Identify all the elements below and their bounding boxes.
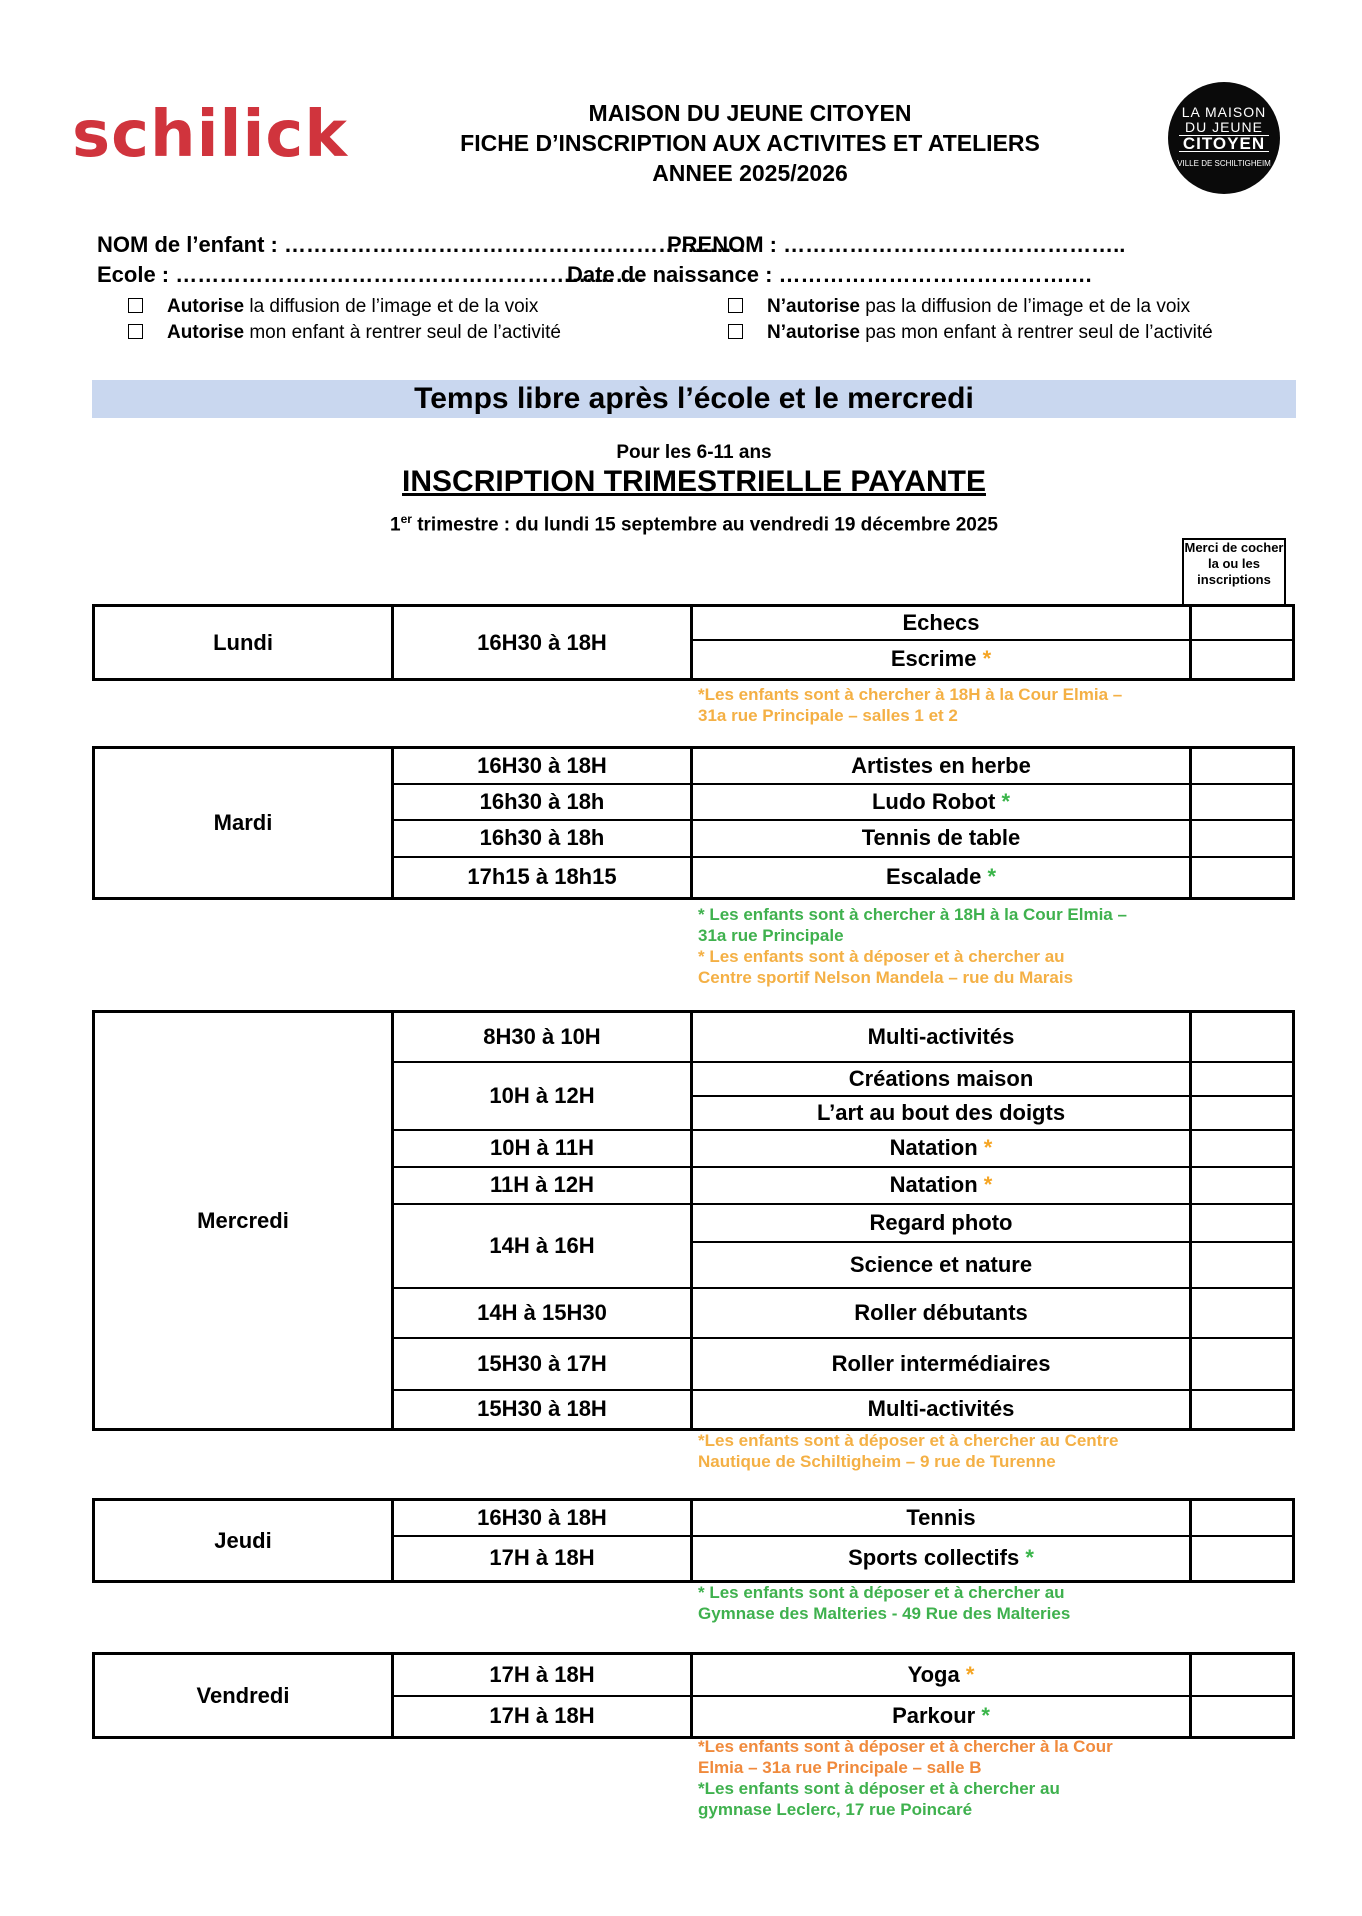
header-line-1: MAISON DU JEUNE CITOYEN — [588, 100, 912, 126]
activity-checkbox[interactable] — [1191, 748, 1294, 784]
activity-checkbox[interactable] — [1191, 1096, 1294, 1130]
activity-checkbox[interactable] — [1191, 784, 1294, 820]
activity: Multi-activités — [692, 1012, 1191, 1062]
time-slot: 16H30 à 18H — [393, 606, 692, 680]
schilick-logo: schilick — [72, 98, 348, 172]
activity-checkbox[interactable] — [1191, 1654, 1294, 1696]
activity-checkbox[interactable] — [1191, 1500, 1294, 1536]
time-slot: 10H à 11H — [393, 1130, 692, 1167]
time-slot: 17h15 à 18h15 — [393, 857, 692, 899]
nom-field[interactable]: NOM de l’enfant : ……………………………………………………… — [97, 232, 746, 257]
activity-checkbox[interactable] — [1191, 1536, 1294, 1582]
time-slot: 17H à 18H — [393, 1536, 692, 1582]
checkbox-row-return-no[interactable]: N’autorise pas mon enfant à rentrer seul de l’activité — [728, 322, 1213, 344]
activity-checkbox[interactable] — [1191, 1012, 1294, 1062]
time-slot: 16H30 à 18H — [393, 748, 692, 784]
trimestre-dates: 1er trimestre : du lundi 15 septembre au vendredi 19 décembre 2025 — [390, 512, 998, 536]
mardi-notes: * Les enfants sont à chercher à 18H à la Cour Elmia – 31a rue Principale * Les enfants sont à déposer et à chercher au Centre sportif Nelson Mandela – rue du Marais — [698, 905, 1127, 987]
activity-checkbox[interactable] — [1191, 1062, 1294, 1096]
activity-checkbox[interactable] — [1191, 1130, 1294, 1167]
checkbox[interactable] — [728, 324, 743, 339]
mardi-table — [92, 746, 1295, 900]
activity: Tennis de table — [692, 820, 1191, 857]
activity: Regard photo — [692, 1204, 1191, 1242]
time-slot: 14H à 16H — [393, 1204, 692, 1288]
checkbox[interactable] — [128, 298, 143, 313]
time-slot: 17H à 18H — [393, 1696, 692, 1738]
activity: Roller débutants — [692, 1288, 1191, 1338]
activity: Tennis — [692, 1500, 1191, 1536]
ecole-field[interactable]: Ecole : ………………………………………………………. — [97, 262, 644, 287]
activity-checkbox[interactable] — [1191, 1696, 1294, 1738]
activity: L’art au bout des doigts — [692, 1096, 1191, 1130]
checkbox-row-image-yes[interactable]: Autorise la diffusion de l’image et de la voix — [128, 296, 538, 318]
age-range: Pour les 6-11 ans — [616, 442, 772, 463]
jeudi-table — [92, 1498, 1295, 1583]
activity: Roller intermédiaires — [692, 1338, 1191, 1390]
document-header — [380, 98, 1120, 188]
checkbox-row-image-no[interactable]: N’autorise pas la diffusion de l’image et de la voix — [728, 296, 1190, 318]
activity-checkbox[interactable] — [1191, 606, 1294, 640]
check-column-header: Merci de cocher la ou les inscriptions — [1182, 538, 1286, 604]
naissance-field[interactable]: Date de naissance : ………………………………….… — [567, 262, 1093, 287]
activity: Escrime * — [692, 640, 1191, 680]
prenom-field[interactable]: PRENOM : ……………………………………….. — [667, 232, 1126, 257]
section-title: Temps libre après l’école et le mercredi — [92, 380, 1296, 418]
jeudi-note: * Les enfants sont à déposer et à chercher au Gymnase des Malteries - 49 Rue des Malteries — [698, 1583, 1071, 1623]
activity-checkbox[interactable] — [1191, 820, 1294, 857]
activity: Natation * — [692, 1130, 1191, 1167]
activity-checkbox[interactable] — [1191, 1390, 1294, 1430]
activity: Multi-activités — [692, 1390, 1191, 1430]
inscription-title: INSCRIPTION TRIMESTRIELLE PAYANTE — [402, 465, 986, 498]
activity: Escalade * — [692, 857, 1191, 899]
day-label: Jeudi — [94, 1500, 393, 1582]
activity-checkbox[interactable] — [1191, 1204, 1294, 1242]
activity: Science et nature — [692, 1242, 1191, 1288]
activity: Artistes en herbe — [692, 748, 1191, 784]
activity-checkbox[interactable] — [1191, 1167, 1294, 1204]
activity: Echecs — [692, 606, 1191, 640]
day-label: Vendredi — [94, 1654, 393, 1738]
vendredi-table — [92, 1652, 1295, 1739]
day-label: Lundi — [94, 606, 393, 680]
activity-checkbox[interactable] — [1191, 640, 1294, 680]
time-slot: 15H30 à 17H — [393, 1338, 692, 1390]
activity-checkbox[interactable] — [1191, 857, 1294, 899]
time-slot: 16H30 à 18H — [393, 1500, 692, 1536]
mercredi-note: *Les enfants sont à déposer et à chercher au Centre Nautique de Schiltigheim – 9 rue de Turenne — [698, 1431, 1119, 1471]
activity: Créations maison — [692, 1062, 1191, 1096]
day-label: Mardi — [94, 748, 393, 899]
activity-checkbox[interactable] — [1191, 1288, 1294, 1338]
checkbox[interactable] — [728, 298, 743, 313]
checkbox[interactable] — [128, 324, 143, 339]
day-label: Mercredi — [94, 1012, 393, 1430]
header-line-2: FICHE D’INSCRIPTION AUX ACTIVITES ET ATELIERS — [460, 130, 1040, 156]
time-slot: 10H à 12H — [393, 1062, 692, 1130]
time-slot: 17H à 18H — [393, 1654, 692, 1696]
activity: Ludo Robot * — [692, 784, 1191, 820]
activity: Yoga * — [692, 1654, 1191, 1696]
time-slot: 14H à 15H30 — [393, 1288, 692, 1338]
header-line-3: ANNEE 2025/2026 — [652, 160, 848, 186]
activity: Parkour * — [692, 1696, 1191, 1738]
lundi-note: *Les enfants sont à chercher à 18H à la Cour Elmia – 31a rue Principale – salles 1 et 2 — [698, 685, 1123, 725]
activity-checkbox[interactable] — [1191, 1242, 1294, 1288]
time-slot: 16h30 à 18h — [393, 784, 692, 820]
activity-checkbox[interactable] — [1191, 1338, 1294, 1390]
time-slot: 8H30 à 10H — [393, 1012, 692, 1062]
time-slot: 16h30 à 18h — [393, 820, 692, 857]
vendredi-notes: *Les enfants sont à déposer et à chercher à la Cour Elmia – 31a rue Principale – salle B *Les enfants sont à déposer et à chercher au gymnase Leclerc, 17 rue Poincaré — [698, 1737, 1113, 1819]
checkbox-row-return-yes[interactable]: Autorise mon enfant à rentrer seul de l’activité — [128, 322, 561, 344]
maison-jeune-citoyen-logo: LA MAISON DU JEUNE CITOYEN VILLE DE SCHILTIGHEIM — [1168, 82, 1280, 194]
activity: Sports collectifs * — [692, 1536, 1191, 1582]
time-slot: 11H à 12H — [393, 1167, 692, 1204]
activity: Natation * — [692, 1167, 1191, 1204]
time-slot: 15H30 à 18H — [393, 1390, 692, 1430]
lundi-table — [92, 604, 1295, 681]
mercredi-table — [92, 1010, 1295, 1431]
